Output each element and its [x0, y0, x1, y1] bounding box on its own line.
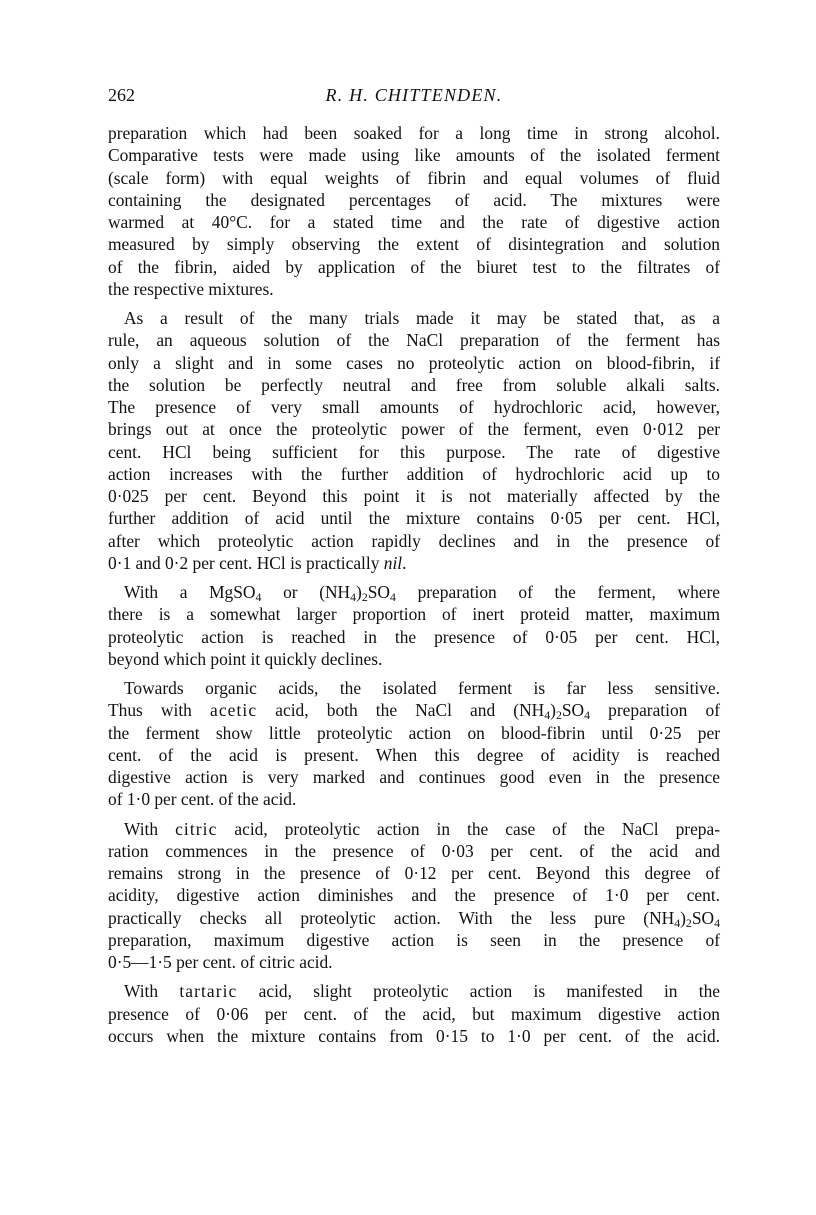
text-line: of 1·0 per cent. of the acid.: [108, 789, 297, 810]
subscript: 4: [544, 708, 551, 723]
text-run: acid, slight proteolytic action is manifested in the: [237, 981, 720, 1002]
subscript: 2: [361, 589, 368, 604]
text-run: .: [402, 552, 407, 573]
subscript: 2: [685, 915, 692, 930]
text-run: or (NH: [261, 582, 351, 602]
text-run: With: [124, 981, 180, 1002]
text-run: practically checks all proteolytic action. With the less pure (NH: [108, 907, 675, 928]
paragraph-6: [108, 980, 720, 1047]
text-line: [108, 552, 720, 574]
text-line: preparation, maximum digestive action is seen in the presence of: [108, 929, 720, 950]
text-line: of the fibrin, aided by application of the biuret test to the filtrates of: [108, 256, 720, 277]
spaced-term: citric: [175, 818, 218, 839]
text-line: [108, 980, 720, 1002]
text-line: further addition of acid until the mixture contains 0·05 per cent. HCl,: [108, 508, 720, 529]
page-header: [108, 84, 720, 110]
text-line: cent. HCl being sufficient for this purpose. The rate of digestive: [108, 441, 720, 462]
text-line: preparation which had been soaked for a long time in strong alcohol.: [108, 123, 720, 143]
spaced-term: acetic: [210, 700, 258, 721]
text-line: remains strong in the presence of 0·12 per cent. Beyond this degree of: [108, 863, 720, 883]
text-run: SO: [367, 582, 390, 602]
text-line: [108, 581, 720, 603]
text-run: preparation of: [590, 700, 720, 721]
text-line: after which proteolytic action rapidly declines and in the presence of: [108, 530, 720, 551]
italic-text: nil: [383, 552, 403, 573]
text-run: ): [356, 582, 362, 602]
subscript: 4: [390, 589, 396, 604]
text-line: [108, 907, 720, 929]
subscript: 2: [555, 708, 562, 723]
text-line: action increases with the further addition of hydrochloric acid up to: [108, 463, 720, 484]
text-line: cent. of the acid is present. When this degree of acidity is reached: [108, 744, 720, 765]
paragraph-1: [108, 122, 720, 300]
text-line: warmed at 40°C. for a stated time and the rate of digestive action: [108, 212, 720, 232]
text-line: As a result of the many trials made it may be stated that, as a: [124, 308, 720, 328]
running-head: R. H. CHITTENDEN.: [325, 85, 503, 105]
text-run: With: [124, 818, 176, 839]
page-number: 262: [108, 85, 135, 105]
text-line: measured by simply observing the extent of disintegration and solution: [108, 234, 720, 255]
paragraph-4: [108, 677, 720, 811]
text-line: Towards organic acids, the isolated ferment is far less sensitive.: [124, 678, 720, 698]
subscript: 4: [584, 708, 591, 723]
text-line: the respective mixtures.: [108, 278, 274, 299]
text-line: Comparative tests were made using like amounts of the isolated ferment: [108, 145, 720, 166]
paragraph-5: [108, 818, 720, 974]
text-run: Thus with: [108, 700, 210, 721]
text-line: ration commences in the presence of 0·03 per cent. of the acid and: [108, 840, 720, 861]
text-line: proteolytic action is reached in the presence of 0·05 per cent. HCl,: [108, 626, 720, 647]
text-run: ): [550, 700, 556, 721]
text-line: there is a somewhat larger proportion of inert proteid matter, maximum: [108, 604, 720, 625]
subscript: 4: [674, 915, 681, 930]
text-line: the solution be perfectly neutral and free from soluble alkali salts.: [108, 374, 720, 395]
subscript: 4: [714, 915, 720, 930]
text-run: ): [680, 907, 686, 928]
paragraph-2: [108, 307, 720, 574]
text-line: 0·5—1·5 per cent. of citric acid.: [108, 952, 333, 972]
text-run: SO: [691, 907, 715, 928]
text-line: occurs when the mixture contains from 0·15 to 1·0 per cent. of the acid.: [108, 1025, 720, 1046]
text-line: presence of 0·06 per cent. of the acid, but maximum digestive action: [108, 1003, 720, 1024]
text-line: 0·025 per cent. Beyond this point it is not materially affected by the: [108, 486, 720, 506]
text-line: [108, 699, 720, 721]
text-run: SO: [561, 700, 585, 721]
text-line: (scale form) with equal weights of fibrin and equal volumes of fluid: [108, 167, 720, 188]
text-line: the ferment show little proteolytic action on blood-fibrin until 0·25 per: [108, 722, 720, 743]
text-line: brings out at once the proteolytic power of the ferment, even 0·012 per: [108, 419, 720, 440]
text-line: beyond which point it quickly declines.: [108, 648, 383, 669]
text-line: rule, an aqueous solution of the NaCl preparation of the ferment has: [108, 330, 720, 351]
text-run: With a MgSO: [124, 582, 256, 602]
text-run: preparation of the ferment, where: [395, 582, 720, 602]
text-line: digestive action is very marked and continues good even in the presence: [108, 767, 720, 787]
subscript: 4: [255, 589, 262, 604]
text-line: containing the designated percentages of acid. The mixtures were: [108, 189, 720, 210]
subscript: 4: [350, 589, 357, 604]
paragraph-3: [108, 581, 720, 670]
text-run: acid, proteolytic action in the case of the NaCl prepa-: [217, 818, 720, 839]
text-line: The presence of very small amounts of hydrochloric acid, however,: [108, 397, 720, 417]
text-line: [108, 818, 720, 840]
text-line: acidity, digestive action diminishes and the presence of 1·0 per cent.: [108, 885, 720, 906]
page: [108, 84, 720, 1054]
text-run: acid, both the NaCl and (NH: [257, 700, 545, 721]
spaced-term: tartaric: [179, 981, 238, 1002]
text-line: only a slight and in some cases no proteolytic action on blood-fibrin, if: [108, 352, 720, 373]
text-run: 0·1 and 0·2 per cent. HCl is practically: [108, 552, 384, 573]
